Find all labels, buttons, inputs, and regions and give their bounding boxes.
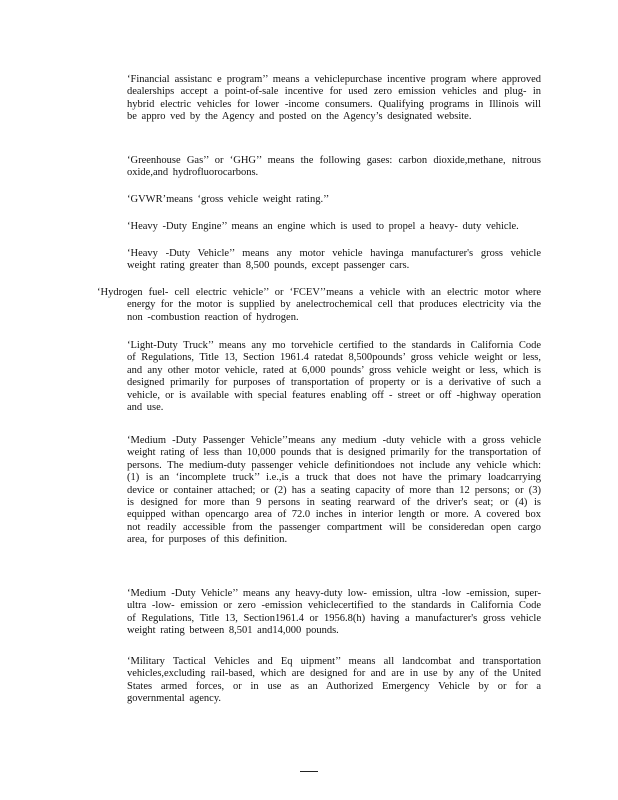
definition-greenhouse-gas: ‘Greenhouse Gas’’ or ‘GHG’’ means the following gases: carbon dioxide,methane, nitrous oxide,and hydrofluorocarbons. (127, 155, 541, 179)
definition-gvwr: ‘GVWR’means ‘gross vehicle weight rating.’’ (127, 194, 330, 205)
definition-hydrogen-fuel-cell-electric-vehicle: ‘Hydrogen fuel- cell electric vehicle’’ or ‘FCEV’’means a vehicle with an electric motor where energy for the motor is supplied by anelectrochemical cell that produces electricity via the non -combustion reaction of hydrogen. (97, 287, 541, 323)
definition-light-duty-truck: ‘Light-Duty Truck’’ means any mo torvehicle certified to the standards in California Code of Regulations, Title 13, Section 1961.4 ratedat 8,500pounds’ gross vehicle weight or less, and any other motor vehicle, rated at 6,000 pounds’ gross vehicle weight or less, which is designed primarily for purposes of transportation of property or is a derivative of such a vehicle, or is available with special features enabling off - street or off -highway operation and use. (127, 340, 541, 414)
definition-military-tactical-vehicles-and-equipment: ‘Military Tactical Vehicles and Eq uipment’’ means all landcombat and transportation vehicles,excluding rail-based, which are designed for and are in use by any of the United States armed forces, or in use as an Authorized Emergency Vehicle by or for a governmental agency. (127, 656, 541, 705)
footer-rule (300, 771, 318, 772)
definition-financial-assistance-program: ‘Financial assistanc e program’’ means a vehiclepurchase incentive program where approved dealerships accept a point-of-sale incentive for used zero emission vehicles and plug- in hybrid electric vehicles for lower -income consumers. Qualifying programs in Illinois will be appro ved by the Agency and posted on the Agency’s designated website. (127, 74, 541, 123)
definition-medium-duty-vehicle: ‘Medium -Duty Vehicle’’ means any heavy-duty low- emission, ultra -low -emission, super- ultra -low- emission or zero -emission vehiclecertified to the standards in California Code of Regulations, Title 13, Section1961.4 or 1956.8(h) having a manufacturer's gross vehicle weight rating between 8,501 and14,000 pounds. (127, 588, 541, 637)
definition-heavy-duty-engine: ‘Heavy -Duty Engine’’ means an engine which is used to propel a heavy- duty vehicle. (127, 221, 519, 232)
definition-heavy-duty-vehicle: ‘Heavy -Duty Vehicle’’ means any motor vehicle havinga manufacturer's gross vehicle weight rating greater than 8,500 pounds, except passenger cars. (127, 248, 541, 272)
definition-medium-duty-passenger-vehicle: ‘Medium -Duty Passenger Vehicle’’means any medium -duty vehicle with a gross vehicle weight rating of less than 10,000 pounds that is designed primarily for the transportation of persons. The medium-duty passenger vehicle definitiondoes not include any vehicle which: (1) is an ‘incomplete truck’’ i.e.,is a truck that does not have the primary loadcarrying device or container attached; or (2) has a seating capacity of more than 12 persons; or (3) is designed for more than 9 persons in seating rearward of the driver's seat; or (4) is equipped withan opencargo area of 72.0 inches in interior length or more. A covered box not readily accessible from the passenger compartment will be consideredan open cargo area, for purposes of this definition. (127, 435, 541, 546)
